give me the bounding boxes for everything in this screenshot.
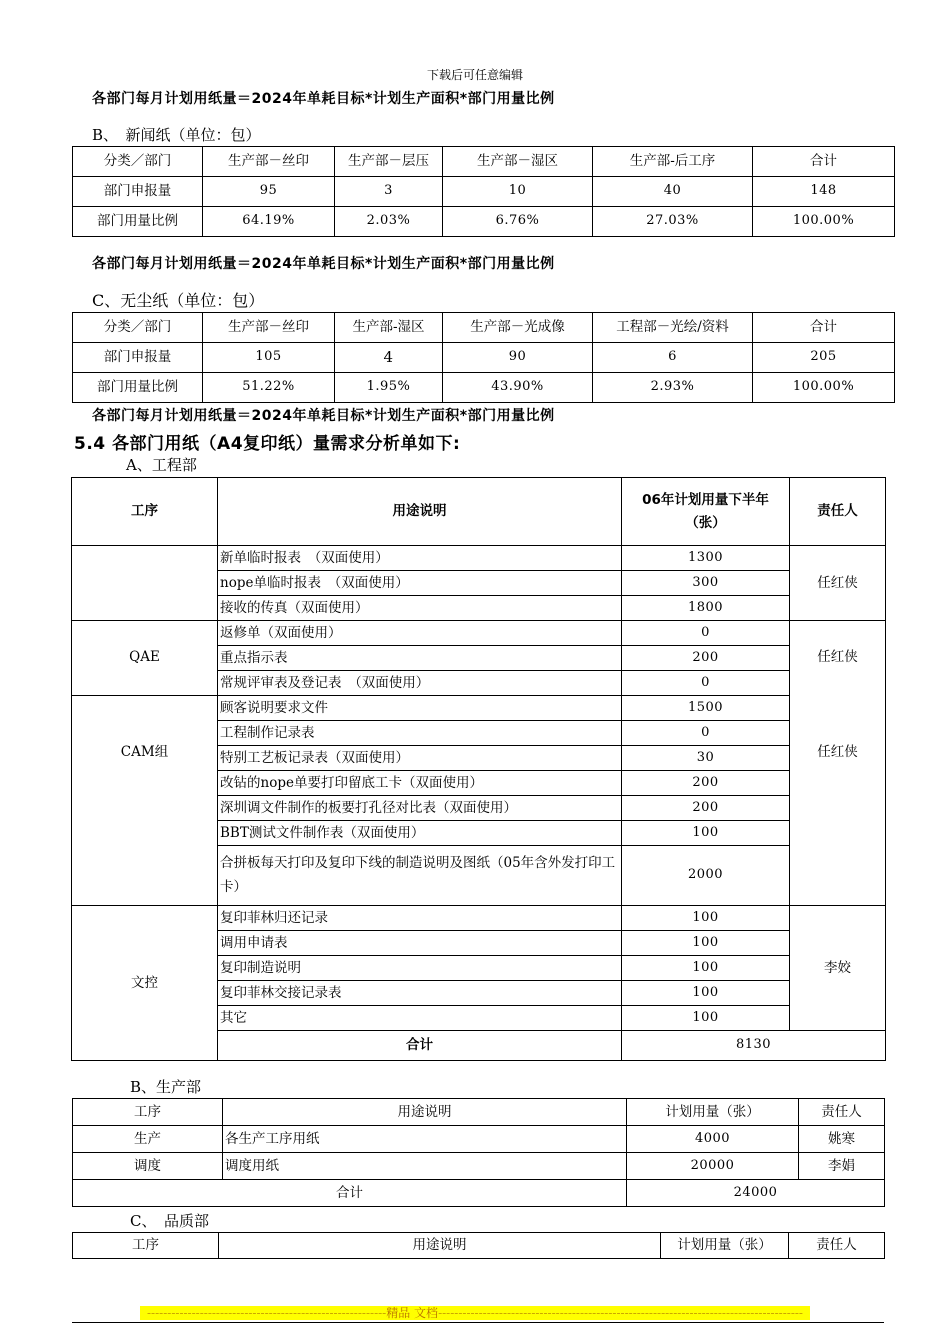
table-cell: 148 (753, 177, 895, 207)
table-row (73, 373, 895, 403)
owner-cell: 李姣 (790, 906, 886, 1031)
header-cell: 责任人 (799, 1099, 885, 1126)
row-label: 部门用量比例 (73, 207, 203, 237)
usage-cell: nope单临时报表 （双面使用） (218, 571, 622, 596)
usage-cell: 重点指示表 (218, 646, 622, 671)
table-cell: 27.03% (593, 207, 753, 237)
table-row (72, 906, 886, 931)
header-cell: 用途说明 (219, 1233, 661, 1259)
process-cell: CAM组 (72, 696, 218, 906)
qty-cell: 1300 (622, 546, 790, 571)
header-cell: 工序 (73, 1099, 223, 1126)
table-cell: 6 (593, 343, 753, 373)
usage-cell: 调用申请表 (218, 931, 622, 956)
table-cell: 100.00% (753, 207, 895, 237)
qty-cell: 30 (622, 746, 790, 771)
table-cell: 43.90% (443, 373, 593, 403)
owner-cell: 李娟 (799, 1153, 885, 1180)
footer-banner (140, 1306, 810, 1320)
usage-cell: 深圳调文件制作的板要打孔径对比表（双面使用） (218, 796, 622, 821)
usage-cell: 复印菲林交接记录表 (218, 981, 622, 1006)
table-row (73, 1126, 885, 1153)
usage-cell: 工程制作记录表 (218, 721, 622, 746)
header-cell: 工序 (73, 1233, 219, 1259)
row-label: 部门申报量 (73, 177, 203, 207)
header-note: 下载后可任意编辑 (426, 68, 523, 82)
table-cell: 1.95% (335, 373, 443, 403)
table-cell: 40 (593, 177, 753, 207)
table-cell: 105 (203, 343, 335, 373)
owner-cell: 任红侠 (790, 546, 886, 621)
usage-cell: 合拼板每天打印及复印下线的制造说明及图纸（05年含外发打印工卡） (218, 846, 622, 906)
header-cell: 生产部-湿区 (335, 313, 443, 343)
header-cell: 工程部－光绘/资料 (593, 313, 753, 343)
bottom-divider (72, 1322, 884, 1323)
footer-dashes-left: ----------------------------------------------------------- (147, 1306, 387, 1320)
total-label: 合计 (218, 1031, 622, 1061)
owner-cell: 任红侠 (790, 621, 886, 696)
table-row (73, 207, 895, 237)
qty-cell: 20000 (627, 1153, 799, 1180)
section-5-4-title: 5.4 各部门用纸（A4复印纸）量需求分析单如下: (74, 434, 461, 454)
header-cell: 计划用量（张） (627, 1099, 799, 1126)
process-cell (72, 546, 218, 621)
header-cell: 分类／部门 (73, 313, 203, 343)
header-cell: 合计 (753, 313, 895, 343)
usage-cell: 其它 (218, 1006, 622, 1031)
dustfree-section-label: C、无尘纸（单位：包） (92, 291, 265, 310)
header-cell: 计划用量（张） (661, 1233, 789, 1259)
usage-cell: 复印菲林归还记录 (218, 906, 622, 931)
header-cell: 用途说明 (223, 1099, 627, 1126)
header-cell: 生产部－湿区 (443, 147, 593, 177)
owner-cell: 任红侠 (790, 696, 886, 906)
newsprint-section-label: B、 新闻纸（单位：包） (92, 126, 261, 144)
table-header-row (73, 147, 895, 177)
table-header-row (73, 1099, 885, 1126)
table-cell: 4 (335, 343, 443, 373)
table-cell: 2.93% (593, 373, 753, 403)
total-value: 24000 (627, 1180, 885, 1207)
footer-text: 精品 文档 (386, 1306, 439, 1320)
process-cell: QAE (72, 621, 218, 696)
header-cell: 生产部－丝印 (203, 147, 335, 177)
table-cell: 3 (335, 177, 443, 207)
table-cell: 2.03% (335, 207, 443, 237)
usage-cell: 改钻的nope单要打印留底工卡（双面使用） (218, 771, 622, 796)
header-cell: 用途说明 (218, 478, 622, 546)
qty-cell: 0 (622, 621, 790, 646)
process-cell: 生产 (73, 1126, 223, 1153)
process-cell: 文控 (72, 906, 218, 1061)
quality-label: C、 品质部 (130, 1212, 209, 1230)
usage-cell: 新单临时报表 （双面使用） (218, 546, 622, 571)
table-cell: 6.76% (443, 207, 593, 237)
table-row (73, 343, 895, 373)
table-cell: 51.22% (203, 373, 335, 403)
usage-cell: BBT测试文件制作表（双面使用） (218, 821, 622, 846)
table-header-row (73, 313, 895, 343)
table-header-row (73, 1233, 885, 1259)
header-cell: 06年计划用量下半年（张） (622, 478, 790, 546)
qty-cell: 100 (622, 931, 790, 956)
row-label: 部门用量比例 (73, 373, 203, 403)
qty-cell: 0 (622, 721, 790, 746)
header-cell: 责任人 (790, 478, 886, 546)
header-cell: 生产部-后工序 (593, 147, 753, 177)
table-row (72, 621, 886, 646)
table-cell: 90 (443, 343, 593, 373)
production-label: B、生产部 (130, 1078, 202, 1096)
header-cell: 生产部－层压 (335, 147, 443, 177)
row-label: 部门申报量 (73, 343, 203, 373)
usage-cell: 接收的传真（双面使用） (218, 596, 622, 621)
qty-cell: 200 (622, 646, 790, 671)
header-cell: 分类／部门 (73, 147, 203, 177)
footer-dashes-right: ------------------------------------------------------------------------------------------ (438, 1306, 803, 1320)
total-row (73, 1180, 885, 1207)
table-cell: 205 (753, 343, 895, 373)
table-cell: 100.00% (753, 373, 895, 403)
qty-cell: 100 (622, 821, 790, 846)
usage-cell: 顾客说明要求文件 (218, 696, 622, 721)
table-cell: 95 (203, 177, 335, 207)
table-row (72, 696, 886, 721)
header-cell: 工序 (72, 478, 218, 546)
total-value: 8130 (622, 1031, 886, 1061)
header-cell: 生产部－丝印 (203, 313, 335, 343)
formula-line: 各部门每月计划用纸量＝2024年单耗目标*计划生产面积*部门用量比例 (92, 256, 555, 272)
engineering-label: A、工程部 (126, 456, 197, 474)
total-label: 合计 (73, 1180, 627, 1207)
owner-cell: 姚寒 (799, 1126, 885, 1153)
qty-cell: 200 (622, 771, 790, 796)
table-header-row (72, 478, 886, 546)
usage-cell: 各生产工序用纸 (223, 1126, 627, 1153)
usage-cell: 复印制造说明 (218, 956, 622, 981)
table-cell: 10 (443, 177, 593, 207)
qty-cell: 100 (622, 981, 790, 1006)
newsprint-table (72, 146, 895, 237)
usage-cell: 返修单（双面使用） (218, 621, 622, 646)
qty-cell: 100 (622, 956, 790, 981)
formula-line: 各部门每月计划用纸量＝2024年单耗目标*计划生产面积*部门用量比例 (92, 91, 555, 107)
process-cell: 调度 (73, 1153, 223, 1180)
quality-table (72, 1232, 885, 1259)
table-row (73, 1153, 885, 1180)
qty-cell: 1500 (622, 696, 790, 721)
production-table (72, 1098, 885, 1207)
qty-cell: 4000 (627, 1126, 799, 1153)
header-cell: 合计 (753, 147, 895, 177)
usage-cell: 特别工艺板记录表（双面使用） (218, 746, 622, 771)
engineering-table (71, 477, 886, 1061)
dustfree-table (72, 312, 895, 403)
table-cell: 64.19% (203, 207, 335, 237)
qty-cell: 100 (622, 906, 790, 931)
usage-cell: 调度用纸 (223, 1153, 627, 1180)
usage-cell: 常规评审表及登记表 （双面使用） (218, 671, 622, 696)
header-cell: 责任人 (789, 1233, 885, 1259)
table-row (73, 177, 895, 207)
qty-cell: 2000 (622, 846, 790, 906)
qty-cell: 100 (622, 1006, 790, 1031)
qty-cell: 0 (622, 671, 790, 696)
formula-line: 各部门每月计划用纸量＝2024年单耗目标*计划生产面积*部门用量比例 (92, 408, 555, 424)
qty-cell: 200 (622, 796, 790, 821)
table-row (72, 546, 886, 571)
header-cell: 生产部－光成像 (443, 313, 593, 343)
qty-cell: 300 (622, 571, 790, 596)
qty-cell: 1800 (622, 596, 790, 621)
